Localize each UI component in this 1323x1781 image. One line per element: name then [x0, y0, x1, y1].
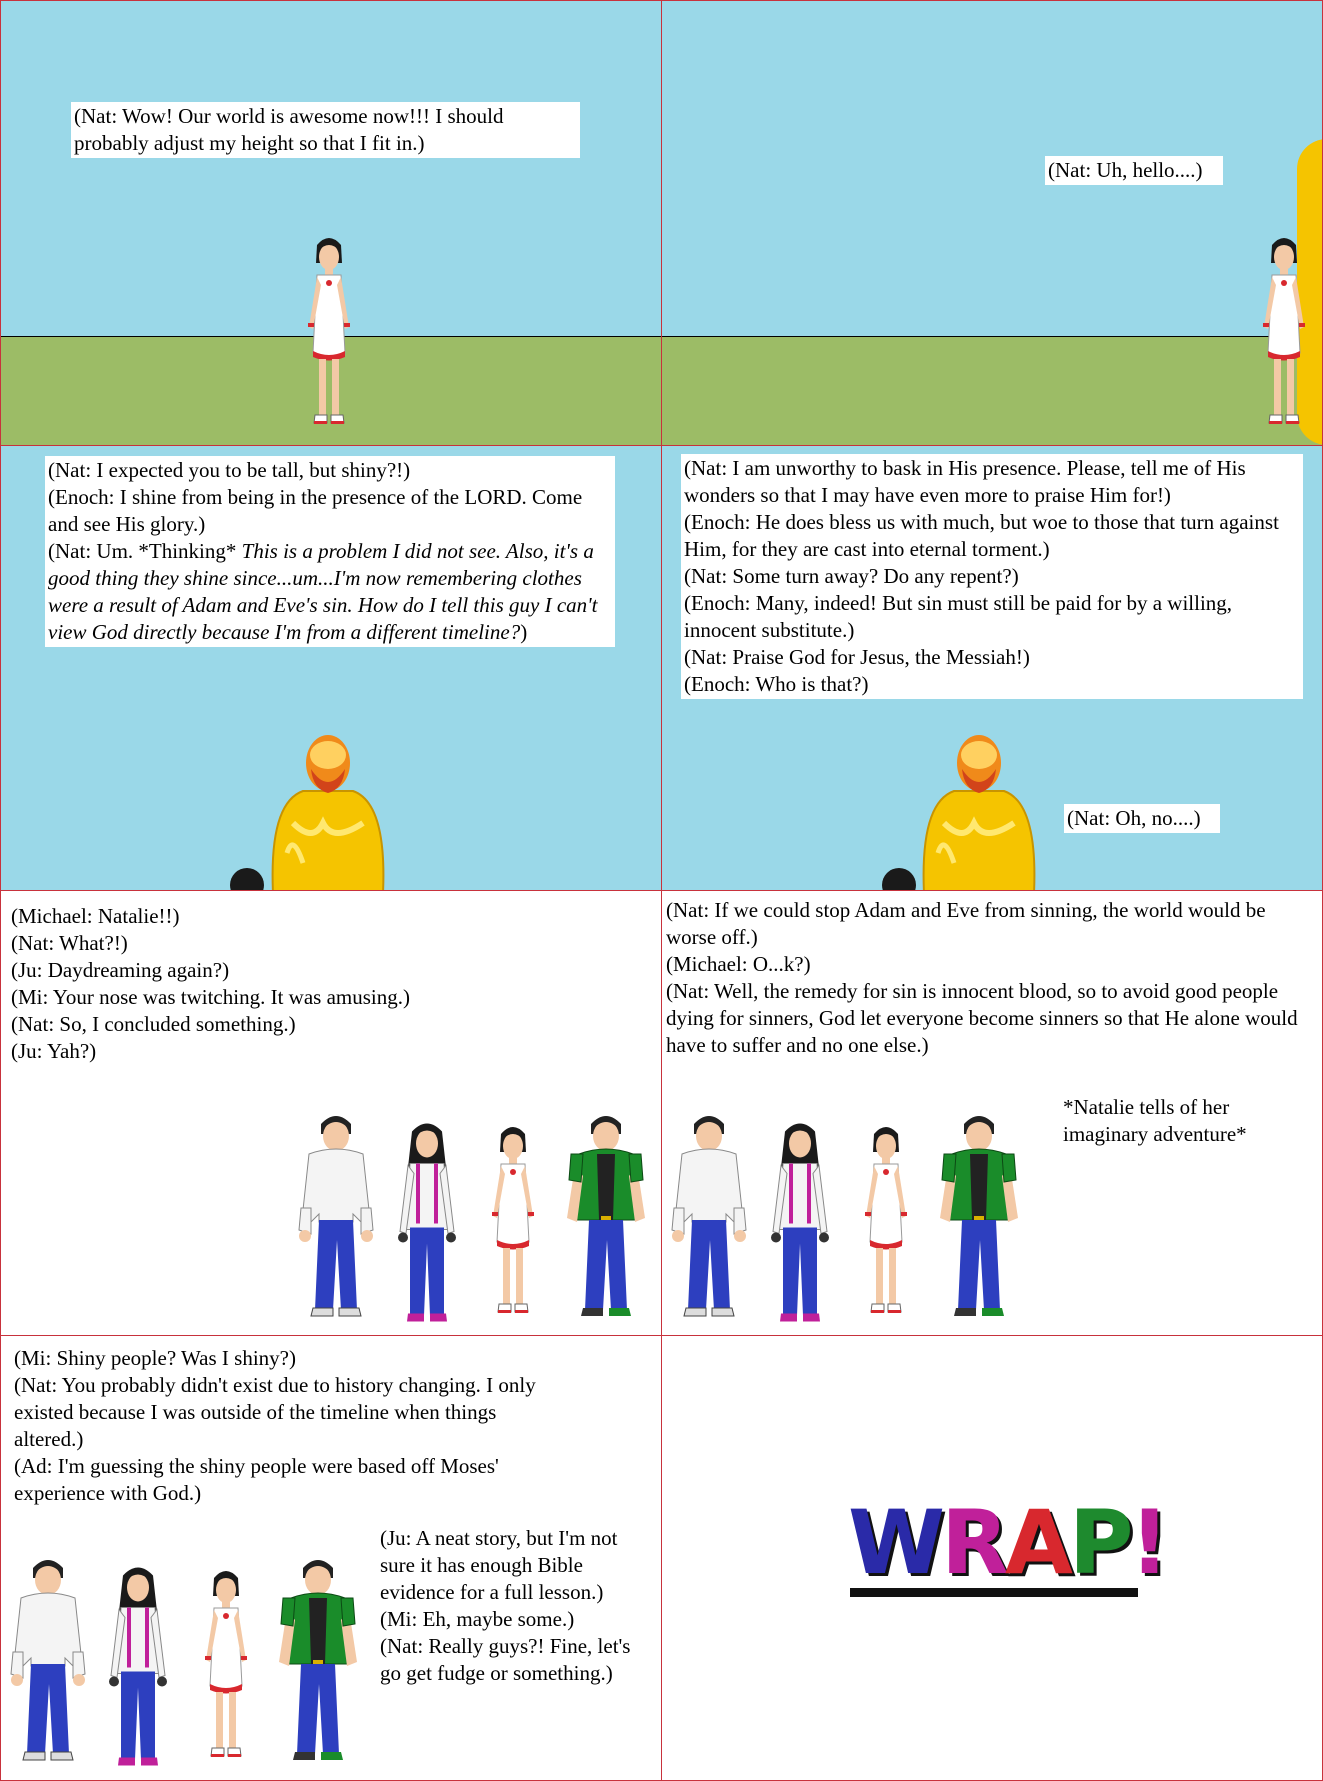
panel-1 [0, 0, 662, 446]
caption-line: (Nat: I expected you to be tall, but shiny?!) [48, 458, 411, 482]
logo-letter-w: W [848, 1491, 942, 1594]
caption-text: (Nat: Oh, no....) [1067, 806, 1201, 830]
woman-pink-straps [392, 1109, 462, 1335]
man-white-sweater [664, 1095, 754, 1335]
panel-3-caption [45, 456, 615, 647]
caption-line: (Enoch: I shine from being in the presence of the LORD. Come and see His glory.) [48, 485, 583, 536]
enoch-figure [914, 733, 1044, 891]
panel-7 [0, 1335, 662, 1781]
caption-line-thinking: (Nat: Um. *Thinking* This is a problem I did not see. Also, it's a good thing they shine since...um...I'm now remembering clothes were a result of Adam and Eve's sin. How do I tell this guy I can't view God directly because I'm from a different timeline?) [48, 539, 598, 644]
panel-5-dialogue [11, 903, 611, 1065]
dialogue-line: (Mi: Eh, maybe some.) [380, 1607, 575, 1631]
logo-letter-p: P [1068, 1491, 1130, 1594]
dialogue-line: (Mi: Shiny people? Was I shiny?) [14, 1346, 296, 1370]
logo-letters [848, 1491, 1166, 1594]
panel-5 [0, 890, 662, 1336]
wrap-logo [848, 1491, 1166, 1600]
dialogue-line: (Michael: Natalie!!) [11, 904, 180, 928]
panel-7-dialogue [14, 1345, 554, 1507]
panel-6-dialogue [666, 897, 1316, 1059]
panel-1-caption [71, 102, 580, 158]
panel-3 [0, 445, 662, 891]
dialogue-line: (Nat: So, I concluded something.) [11, 1012, 296, 1036]
dialogue-line: (Nat: You probably didn't exist due to history changing. I only existed because I was outside of the timeline when things altered.) [14, 1373, 536, 1451]
panel-4-reply [1064, 804, 1220, 833]
natalie-head [230, 868, 264, 891]
man-green-jacket [273, 1538, 363, 1780]
logo-bang: ! [1129, 1491, 1166, 1594]
natalie-figure [854, 1109, 918, 1335]
man-green-jacket [561, 1095, 651, 1335]
narration-box [1063, 1094, 1293, 1148]
panel-6 [661, 890, 1323, 1336]
natalie-figure [481, 1109, 545, 1335]
panel-7-side-dialogue [380, 1525, 642, 1687]
caption-line: (Enoch: He does bless us with much, but woe to those that turn against Him, for they are cast into eternal torment.) [684, 510, 1279, 561]
logo-letter-a: A [1004, 1491, 1069, 1594]
panel-4-caption [681, 454, 1303, 699]
dialogue-line: (Nat: What?!) [11, 931, 128, 955]
man-white-sweater [3, 1538, 93, 1780]
dialogue-line: (Ju: Yah?) [11, 1039, 97, 1063]
dialogue-line: (Ju: A neat story, but I'm not sure it has enough Bible evidence for a full lesson.) [380, 1526, 618, 1604]
panel-4 [661, 445, 1323, 891]
thought-text: This is a problem I did not see. Also, it's a good thing they shine since...um...I'm now remembering clothes were a result of Adam and Eve's sin. How do I tell this guy I can't view God directly because I'm from a different timeline? [48, 539, 598, 644]
caption-line: (Nat: Praise God for Jesus, the Messiah!) [684, 645, 1030, 669]
woman-pink-straps [103, 1552, 173, 1780]
dialogue-line: (Ju: Daydreaming again?) [11, 958, 230, 982]
enoch-figure [263, 733, 393, 891]
caption-text: (Nat: Wow! Our world is awesome now!!! I should probably adjust my height so that I fit in.) [74, 104, 504, 155]
caption-line: (Enoch: Many, indeed! But sin must still be paid for by a willing, innocent substitute.) [684, 591, 1233, 642]
dialogue-line: (Michael: O...k?) [666, 952, 811, 976]
caption-line: (Nat: I am unworthy to bask in His presence. Please, tell me of His wonders so that I may have even more to praise Him for!) [684, 456, 1246, 507]
natalie-figure [1252, 221, 1316, 445]
panel-8 [661, 1335, 1323, 1781]
dialogue-line: (Nat: If we could stop Adam and Eve from sinning, the world would be worse off.) [666, 898, 1266, 949]
dialogue-line: (Nat: Well, the remedy for sin is innocent blood, so to avoid good people dying for sinners, God let everyone become sinners so that He alone would have to suffer and no one else.) [666, 979, 1298, 1057]
caption-line: (Nat: Some turn away? Do any repent?) [684, 564, 1019, 588]
panel-2 [661, 0, 1323, 446]
man-green-jacket [934, 1095, 1024, 1335]
caption-text: (Nat: Uh, hello....) [1048, 158, 1203, 182]
grass-ground [662, 336, 1322, 446]
panel-2-caption [1045, 156, 1223, 185]
woman-pink-straps [765, 1109, 835, 1335]
dialogue-line: (Ad: I'm guessing the shiny people were based off Moses' experience with God.) [14, 1454, 499, 1505]
dialogue-line: (Mi: Your nose was twitching. It was amusing.) [11, 985, 410, 1009]
logo-letter-r: R [941, 1491, 1005, 1594]
natalie-figure [297, 221, 361, 445]
dialogue-line: (Nat: Really guys?! Fine, let's go get fudge or something.) [380, 1634, 631, 1685]
man-white-sweater [291, 1095, 381, 1335]
natalie-figure [194, 1552, 258, 1780]
natalie-head [882, 868, 916, 891]
caption-line: (Enoch: Who is that?) [684, 672, 869, 696]
narration-text: *Natalie tells of her imaginary adventure* [1063, 1095, 1247, 1146]
